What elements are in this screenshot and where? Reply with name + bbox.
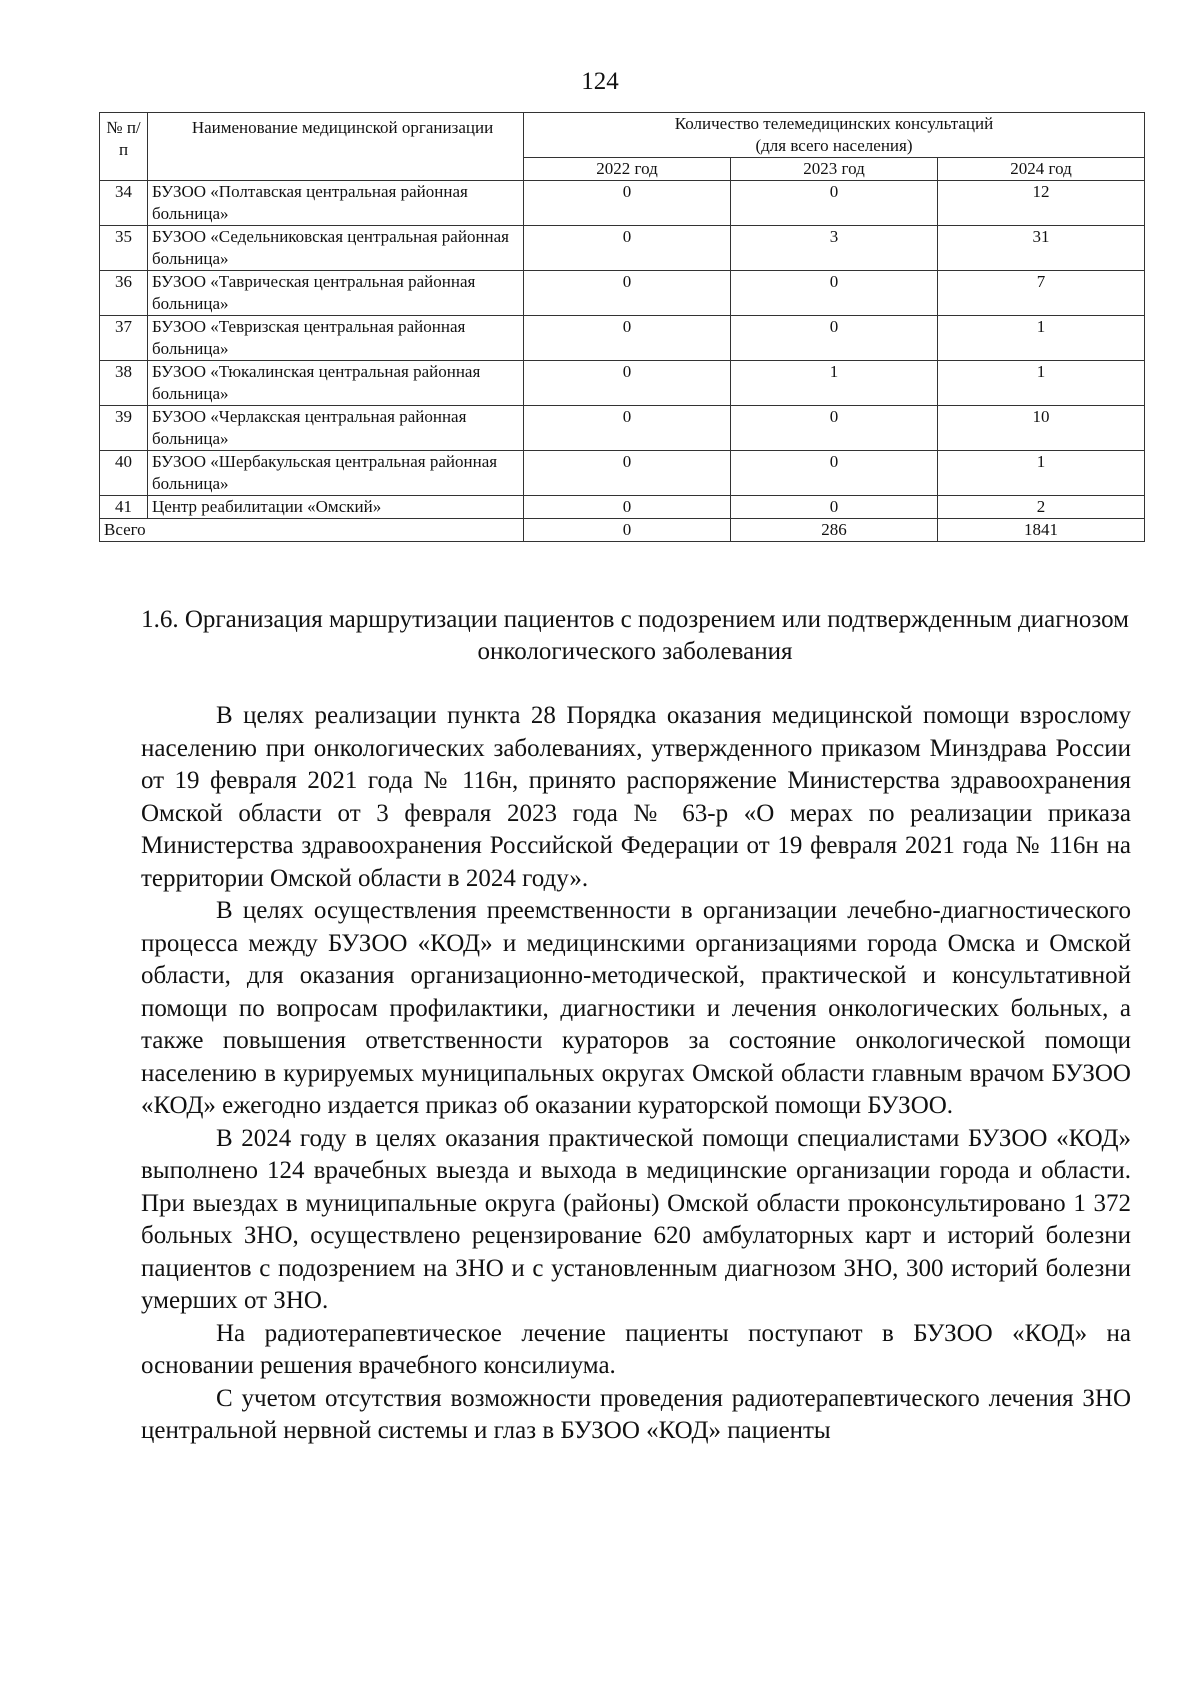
row-org: БУЗОО «Таврическая центральная районная больница» <box>148 271 524 316</box>
row-num: 38 <box>100 361 148 406</box>
row-2022: 0 <box>524 316 731 361</box>
header-group-line1: Количество телемедицинских консультаций <box>674 114 994 133</box>
table-row <box>100 271 1145 316</box>
row-num: 41 <box>100 496 148 519</box>
paragraph: В 2024 году в целях оказания практической помощи специалистами БУЗОО «КОД» выполнено 124 врачебных выезда и выхода в медицинские организации города и области. При выездах в муниципальные округа (районы) Омской области проконсультировано 1 372 больных ЗНО, осуществлено рецензирование 620 амбулаторных карт и историй болезни пациентов с подозрением на ЗНО и с установленным диагнозом ЗНО, 300 историй болезни умерших от ЗНО. <box>141 1124 1131 1314</box>
row-num: 40 <box>100 451 148 496</box>
row-org: БУЗОО «Тевризская центральная районная больница» <box>148 316 524 361</box>
row-num: 35 <box>100 226 148 271</box>
header-group-line2: (для всего населения) <box>755 136 913 155</box>
row-2023: 0 <box>731 496 938 519</box>
row-2024: 10 <box>938 406 1145 451</box>
total-2022: 0 <box>524 519 731 542</box>
row-2022: 0 <box>524 451 731 496</box>
row-2023: 1 <box>731 361 938 406</box>
table-row <box>100 451 1145 496</box>
paragraph: В целях реализации пункта 28 Порядка оказания медицинской помощи взрослому населению при онкологических заболеваниях, утвержденного приказом Минздрава России от 19 февраля 2021 года № 116н, принято распоряжение Министерства здравоохранения Омской области от 3 февраля 2023 года № 63-р «О мерах по реализации приказа Министерства здравоохранения Российской Федерации от 19 февраля 2021 года № 116н на территории Омской области в 2024 году». <box>141 702 1131 892</box>
row-2024: 1 <box>938 451 1145 496</box>
row-2024: 1 <box>938 316 1145 361</box>
total-row <box>100 519 1145 542</box>
row-2022: 0 <box>524 361 731 406</box>
header-year-2022: 2022 год <box>524 158 731 181</box>
table-row <box>100 316 1145 361</box>
row-num: 34 <box>100 181 148 226</box>
row-2023: 3 <box>731 226 938 271</box>
row-org: БУЗОО «Полтавская центральная районная больница» <box>148 181 524 226</box>
row-2024: 7 <box>938 271 1145 316</box>
row-num: 37 <box>100 316 148 361</box>
telemedicine-table <box>99 112 1145 542</box>
row-2022: 0 <box>524 406 731 451</box>
page-number: 124 <box>581 68 619 95</box>
section-title: 1.6. Организация маршрутизации пациентов с подозрением или подтвержденным диагнозом онкологического заболевания <box>141 606 1129 665</box>
row-2023: 0 <box>731 451 938 496</box>
row-2022: 0 <box>524 271 731 316</box>
header-year-2023: 2023 год <box>731 158 938 181</box>
total-2024: 1841 <box>938 519 1145 542</box>
row-2023: 0 <box>731 181 938 226</box>
header-group <box>524 113 1145 158</box>
row-2022: 0 <box>524 226 731 271</box>
body-text <box>141 700 1131 1448</box>
row-2022: 0 <box>524 181 731 226</box>
row-org: БУЗОО «Седельниковская центральная районная больница» <box>148 226 524 271</box>
paragraph: С учетом отсутствия возможности проведения радиотерапевтического лечения ЗНО центральной нервной системы и глаз в БУЗОО «КОД» пациенты <box>141 1384 1131 1444</box>
row-2023: 0 <box>731 271 938 316</box>
row-2024: 12 <box>938 181 1145 226</box>
table-row <box>100 226 1145 271</box>
table-row <box>100 406 1145 451</box>
row-2024: 1 <box>938 361 1145 406</box>
row-2024: 2 <box>938 496 1145 519</box>
row-2023: 0 <box>731 316 938 361</box>
table-row <box>100 361 1145 406</box>
header-org: Наименование медицинской организации <box>148 113 524 181</box>
header-year-2024: 2024 год <box>938 158 1145 181</box>
row-org: БУЗОО «Тюкалинская центральная районная больница» <box>148 361 524 406</box>
row-2024: 31 <box>938 226 1145 271</box>
table-row <box>100 181 1145 226</box>
paragraph: На радиотерапевтическое лечение пациенты поступают в БУЗОО «КОД» на основании решения врачебного консилиума. <box>141 1319 1131 1379</box>
total-2023: 286 <box>731 519 938 542</box>
table-row <box>100 496 1145 519</box>
row-org: Центр реабилитации «Омский» <box>148 496 524 519</box>
row-org: БУЗОО «Черлакская центральная районная больница» <box>148 406 524 451</box>
paragraph: В целях осуществления преемственности в организации лечебно-диагностического процесса между БУЗОО «КОД» и медицинскими организациями города Омска и Омской области, для оказания организационно-методической, практической и консультативной помощи по вопросам профилактики, диагностики и лечения онкологических больных, а также повышения ответственности кураторов за состояние онкологической помощи населению в курируемых муниципальных округах Омской области главным врачом БУЗОО «КОД» ежегодно издается приказ об оказании кураторской помощи БУЗОО. <box>141 897 1131 1119</box>
row-2023: 0 <box>731 406 938 451</box>
row-2022: 0 <box>524 496 731 519</box>
row-num: 36 <box>100 271 148 316</box>
row-org: БУЗОО «Шербакульская центральная районная больница» <box>148 451 524 496</box>
header-num: № п/п <box>100 113 148 181</box>
row-num: 39 <box>100 406 148 451</box>
total-label: Всего <box>100 519 524 542</box>
